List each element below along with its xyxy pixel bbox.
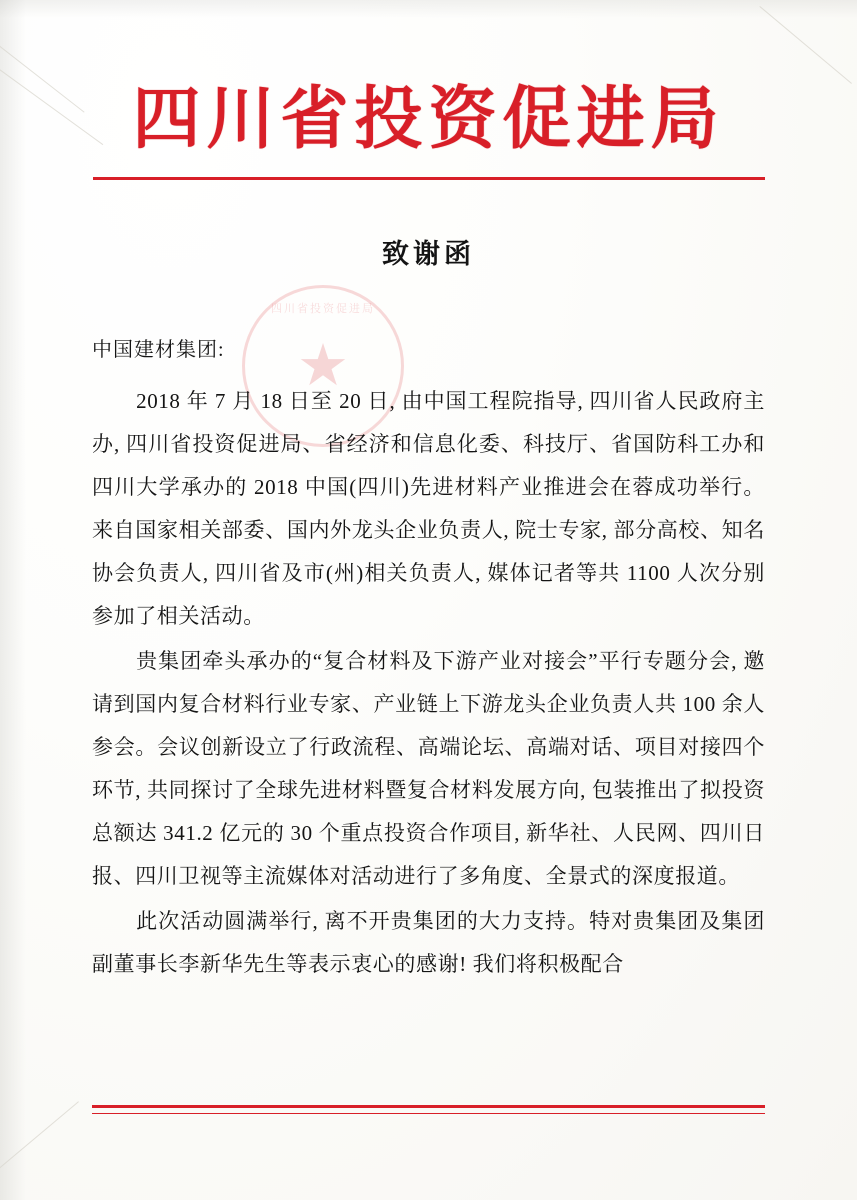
seal-text: 四川省投资促进局 xyxy=(271,303,375,315)
salutation: 中国建材集团: xyxy=(92,339,225,361)
body-paragraph: 此次活动圆满举行, 离不开贵集团的大力支持。特对贵集团及集团副董事长李新华先生等表示衷心的感谢! 我们将积极配合 xyxy=(92,909,765,976)
letterhead xyxy=(0,79,857,180)
footer-divider xyxy=(92,1105,765,1114)
letterhead-divider xyxy=(93,177,765,180)
page-edge-shadow-top xyxy=(0,0,857,18)
star-icon: ★ xyxy=(297,333,349,398)
body-paragraph: 2018 年 7 月 18 日至 20 日, 由中国工程院指导, 四川省人民政府主办, 四川省投资促进局、省经济和信息化委、科技厅、省国防科工办和四川大学承办的 2018 中国(四川)先进材料产业推进会在蓉成功举行。来自国家相关部委、国内外龙头企业负责人, 院士专家, 部分高校、知名协会负责人, 四川省及市(州)相关负责人, 媒体记者等共 1100 人次分别参加了相关活动。 xyxy=(92,389,765,628)
document-title: 致谢函 xyxy=(382,239,475,270)
footer-divider-thick xyxy=(92,1105,765,1108)
footer-divider-thin xyxy=(92,1113,765,1114)
document-body xyxy=(92,232,765,988)
organization-name: 四川省投资促进局 xyxy=(132,79,725,159)
body-paragraph: 贵集团牵头承办的“复合材料及下游产业对接会”平行专题分会, 邀请到国内复合材料行业专家、产业链上下游龙头企业负责人共 100 余人参会。会议创新设立了行政流程、高端论坛、高端对话、项目对接四个环节, 共同探讨了全球先进材料暨复合材料发展方向, 包装推出了拟投资总额达 341.2 亿元的 30 个重点投资合作项目, 新华社、人民网、四川日报、四川卫视等主流媒体对活动进行了多角度、全景式的深度报道。 xyxy=(92,649,765,888)
